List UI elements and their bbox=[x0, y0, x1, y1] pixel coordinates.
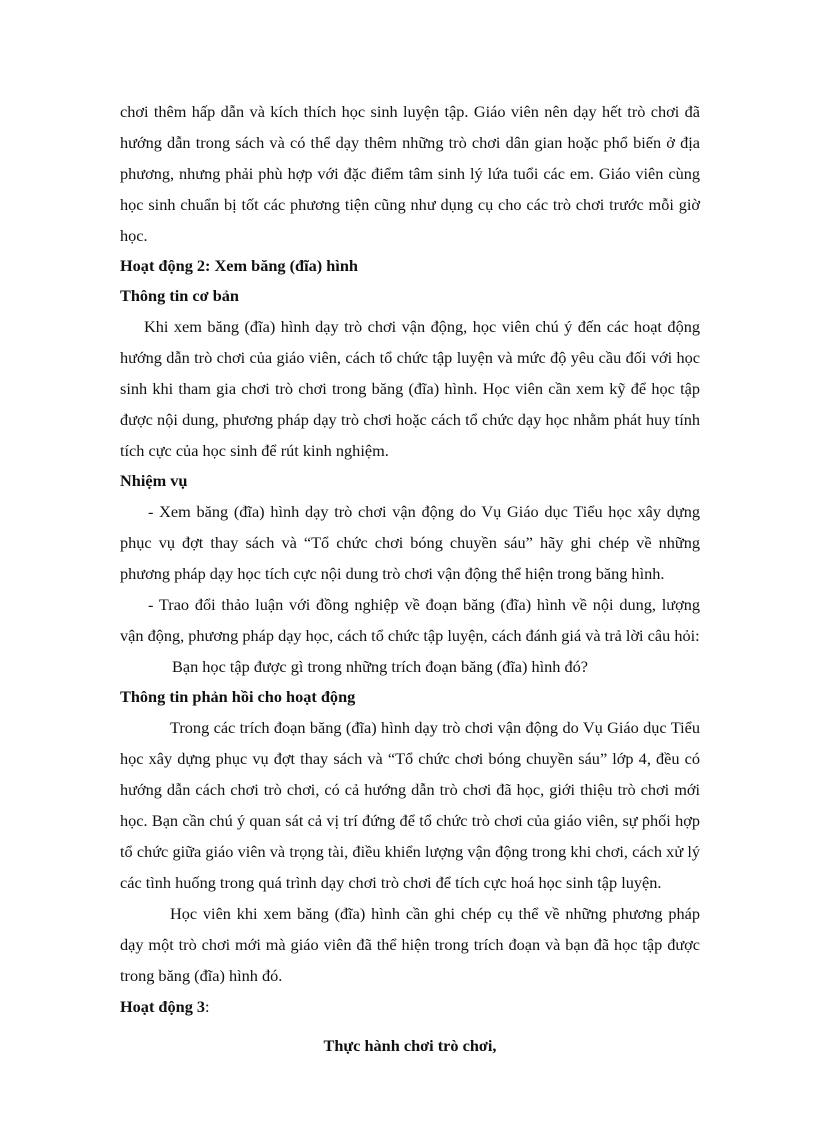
activity-3-colon: : bbox=[205, 997, 210, 1016]
paragraph-continuation: chơi thêm hấp dẫn và kích thích học sinh luyện tập. Giáo viên nên dạy hết trò chơi đã hướng dẫn trong sách và có thể dạy thêm những trò chơi dân gian hoặc phổ biến ở địa phương, nhưng phải phù hợp với đặc điểm tâm sinh lý lứa tuổi các em. Giáo viên cùng học sinh chuẩn bị tốt các phương tiện cũng như dụng cụ cho các trò chơi trước mỗi giờ học. bbox=[120, 102, 700, 245]
activity-3-title: Hoạt động 3 bbox=[120, 997, 206, 1016]
task-question: Bạn học tập được gì trong những trích đoạn băng (đĩa) hình đó? bbox=[172, 657, 589, 676]
feedback-paragraph-2: Học viên khi xem băng (đĩa) hình cần ghi chép cụ thể về những phương pháp dạy một trò chơi mới mà giáo viên đã thể hiện trong trích đoạn và bạn đã học tập được trong băng (đĩa) hình đó. bbox=[120, 904, 700, 985]
task-item-1: - Xem băng (đĩa) hình dạy trò chơi vận động do Vụ Giáo dục Tiểu học xây dựng phục vụ đợt thay sách và “Tổ chức chơi bóng chuyền sáu” hãy ghi chép về những phương pháp dạy học tích cực nội dung trò chơi vận động thể hiện trong băng hình. bbox=[120, 502, 700, 583]
basic-info-heading: Thông tin cơ bản bbox=[120, 286, 239, 305]
feedback-heading: Thông tin phản hồi cho hoạt động bbox=[120, 687, 356, 706]
activity-3-heading bbox=[120, 991, 700, 1022]
activity-2-heading: Hoạt động 2: Xem băng (đĩa) hình bbox=[120, 256, 358, 275]
task-heading: Nhiệm vụ bbox=[120, 471, 188, 490]
basic-info-paragraph: Khi xem băng (đĩa) hình dạy trò chơi vận động, học viên chú ý đến các hoạt động hướng dẫn trò chơi của giáo viên, cách tổ chức tập luyện và mức độ yêu cầu đối với học sinh khi tham gia chơi trò chơi trong băng (đĩa) hình. Học viên cần xem kỹ để học tập được nội dung, phương pháp dạy trò chơi hoặc cách tổ chức dạy học nhằm phát huy tính tích cực của học sinh để rút kinh nghiệm. bbox=[120, 317, 700, 460]
feedback-paragraph-1: Trong các trích đoạn băng (đĩa) hình dạy trò chơi vận động do Vụ Giáo dục Tiểu học xây dựng phục vụ đợt thay sách và “Tổ chức chơi bóng chuyền sáu” lớp 4, đều có hướng dẫn cách chơi trò chơi, có cả hướng dẫn trò chơi đã học, giới thiệu trò chơi mới học. Bạn cần chú ý quan sát cả vị trí đứng để tổ chức trò chơi của giáo viên, sự phối hợp tổ chức giữa giáo viên và trọng tài, điều khiển lượng vận động trong khi chơi, cách xử lý các tình huống trong quá trình dạy chơi trò chơi để tích cực hoá học sinh tập luyện. bbox=[120, 718, 700, 892]
activity-3-subtitle: Thực hành chơi trò chơi, bbox=[323, 1036, 497, 1055]
document-page bbox=[120, 96, 700, 1061]
task-item-2: - Trao đổi thảo luận với đồng nghiệp về đoạn băng (đĩa) hình về nội dung, lượng vận động, phương pháp dạy học, cách tổ chức tập luyện, cách đánh giá và trả lời câu hỏi: bbox=[120, 595, 700, 645]
